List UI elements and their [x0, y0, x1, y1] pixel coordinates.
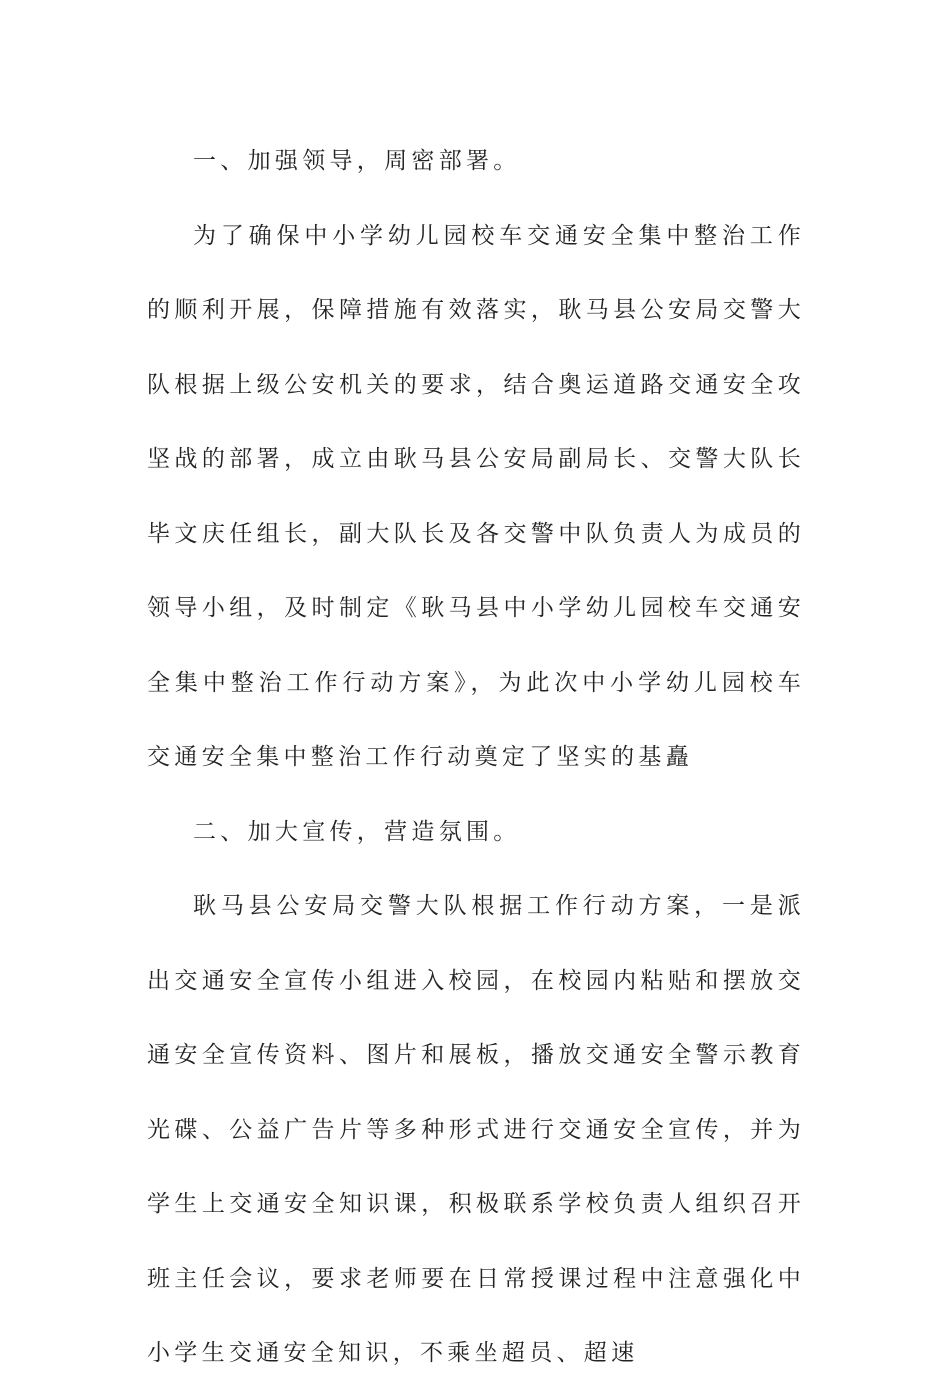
section-heading-2: 二、加大宣传，营造氛围。 — [193, 818, 521, 845]
section-heading-1: 一、加强领导，周密部署。 — [193, 148, 521, 174]
paragraph-2: 耿马县公安局交警大队根据工作行动方案，一是派出交通安全宣传小组进入校园，在校园内粘贴和摆放交通安全宣传资料、图片和展板，播放交通安全警示教育光碟、公益广告片等多种形式进行交通安全宣传，并为学生上交通安全知识课，积极联系学校负责人组织召开班主任会议，要求老师要在日常授课过程中注意强化中小学生交通安全知识，不乘坐超员、超速 — [147, 893, 805, 1366]
paragraph-1: 为了确保中小学幼儿园校车交通安全集中整治工作的顺利开展，保障措施有效落实，耿马县公安局交警大队根据上级公安机关的要求，结合奥运道路交通安全攻坚战的部署，成立由耿马县公安局副局长、交警大队长毕文庆任组长，副大队长及各交警中队负责人为成员的领导小组，及时制定《耿马县中小学幼儿园校车交通安全集中整治工作行动方案》，为此次中小学幼儿园校车交通安全集中整治工作行动奠定了坚实的基矗 — [147, 222, 805, 770]
document-body — [147, 124, 805, 1391]
